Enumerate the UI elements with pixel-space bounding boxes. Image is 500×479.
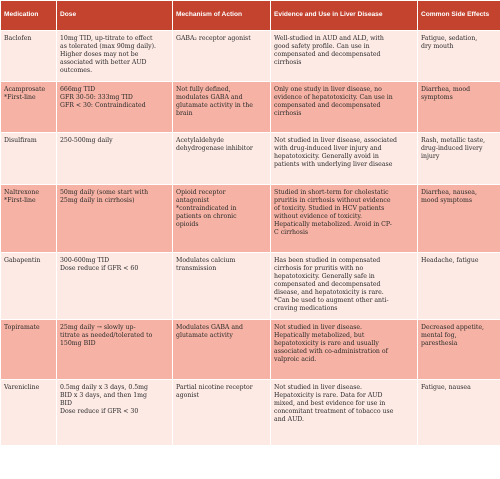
evidence-cell-line: C cirrhosis — [274, 229, 309, 237]
medication-cell-line: Disulfiram — [4, 137, 37, 144]
mechanism-cell-line: brain — [176, 110, 193, 118]
side-effects-cell-line: mental fog, — [421, 332, 457, 340]
dose-cell-line: 50mg daily (some start with — [60, 189, 149, 196]
dose-cell-line: Dose reduce if GFR < 60 — [60, 265, 139, 273]
evidence-cell-line: valproic acid. — [274, 356, 317, 364]
evidence-cell — [271, 253, 418, 320]
mechanism-cell-line: glutamate activity in the — [176, 102, 253, 110]
evidence-cell-line: associated with co-administration of — [274, 348, 388, 356]
side-effects-cell-line: Decreased appetite, — [421, 324, 485, 331]
medication-cell-line: Topiramate — [4, 324, 40, 331]
mechanism-cell — [173, 185, 271, 253]
dose-cell — [57, 31, 173, 82]
side-effects-cell — [418, 133, 500, 185]
mechanism-cell-line: antagonist — [176, 197, 210, 205]
evidence-cell-line: Studied in short-term for cholestatic — [274, 189, 389, 196]
evidence-cell-line: hepatotoxicity is rare and usually — [274, 340, 379, 348]
mechanism-cell — [173, 380, 271, 446]
evidence-cell-line: good safety profile. Can use in — [274, 43, 370, 51]
dose-cell — [57, 82, 173, 133]
header-dose: Dose — [57, 1, 173, 31]
side-effects-cell-line: paresthesia — [421, 340, 458, 348]
evidence-cell — [271, 133, 418, 185]
mechanism-cell — [173, 320, 271, 380]
evidence-cell-line: hepatotoxicity. Generally avoid in — [274, 153, 379, 161]
mechanism-cell — [173, 253, 271, 320]
side-effects-cell-line: Diarrhea, mood — [421, 86, 471, 93]
evidence-cell-line: cirrhosis for pruritis with no — [274, 265, 364, 273]
medication-cell-line: *First-line — [4, 94, 36, 102]
side-effects-cell — [418, 253, 500, 320]
evidence-cell-line: without evidence of toxicity. — [274, 213, 362, 221]
evidence-cell-line: compensated and decompensated — [274, 102, 381, 110]
side-effects-cell — [418, 185, 500, 253]
side-effects-cell-line: mood symptoms — [421, 197, 472, 205]
mechanism-cell-line: Not fully defined, — [176, 86, 231, 93]
evidence-cell — [271, 320, 418, 380]
table-row — [1, 253, 500, 320]
table-row — [1, 133, 500, 185]
table-row — [1, 31, 500, 82]
mechanism-cell — [173, 31, 271, 82]
evidence-cell-line: Hepatically metabolized. Avoid in CP- — [274, 221, 392, 229]
evidence-cell-line: *Can be used to augment other anti- — [274, 297, 389, 305]
evidence-cell-line: concomitant treatment of tobacco use — [274, 408, 394, 416]
evidence-cell-line: compensated and decompensated — [274, 51, 381, 59]
side-effects-cell-line: injury — [421, 153, 440, 161]
dose-cell-line: Higher doses may not be — [60, 51, 139, 59]
evidence-cell-line: and AUD. — [274, 416, 304, 424]
medication-cell — [1, 253, 57, 320]
side-effects-cell-line: Rash, metallic taste, — [421, 137, 486, 144]
mechanism-cell — [173, 82, 271, 133]
evidence-cell-line: mixed, and best evidence for use in — [274, 400, 386, 408]
mechanism-cell-line: Modulates calcium — [176, 257, 236, 264]
dose-cell-line: 300-600mg TID — [60, 257, 110, 264]
medication-cell-line: Naltrexone — [4, 189, 40, 196]
dose-cell-line: 150mg BID — [60, 340, 96, 348]
dose-cell-line: GFR < 30: Contraindicated — [60, 102, 146, 110]
header-medication: Medication — [1, 1, 57, 31]
dose-cell — [57, 253, 173, 320]
dose-cell-line: 666mg TID — [60, 86, 96, 93]
evidence-cell-line: evidence of hepatotoxicity. Can use in — [274, 94, 393, 102]
side-effects-cell-line: Diarrhea, nausea, — [421, 189, 477, 196]
mechanism-cell-line: opioids — [176, 221, 199, 229]
evidence-cell-line: pruritis in cirrhosis without evidence — [274, 197, 391, 205]
dose-cell — [57, 320, 173, 380]
header-side-effects: Common Side Effects — [418, 1, 500, 31]
evidence-cell-line: Hepatically metabolized, but — [274, 332, 365, 340]
dose-cell-line: BID x 3 days, and then 1mg — [60, 392, 147, 400]
table-row — [1, 185, 500, 253]
header-mechanism: Mechanism of Action — [173, 1, 271, 31]
dose-cell-line: 25mg daily in cirrhosis) — [60, 197, 135, 205]
evidence-cell-line: Not studied in liver disease. — [274, 324, 363, 331]
dose-cell — [57, 380, 173, 446]
evidence-cell-line: craving medications — [274, 305, 338, 313]
mechanism-cell-line: *contraindicated in — [176, 205, 237, 213]
table-body — [1, 31, 500, 446]
mechanism-cell-line: agonist — [176, 392, 200, 400]
table-row — [1, 82, 500, 133]
table-row — [1, 380, 500, 446]
evidence-cell-line: of toxicity. Studied in HCV patients — [274, 205, 385, 213]
medication-cell-line: Baclofen — [4, 35, 32, 42]
medication-cell — [1, 82, 57, 133]
mechanism-cell-line: dehydrogenase inhibitor — [176, 145, 253, 153]
evidence-cell-line: cirrhosis — [274, 59, 302, 67]
dose-cell-line: 25mg daily → slowly up- — [60, 324, 136, 331]
dose-cell-line: 10mg TID, up-titrate to effect — [60, 35, 153, 42]
side-effects-cell-line: Fatigue, nausea — [421, 384, 471, 391]
evidence-cell-line: Not studied in liver disease. — [274, 384, 363, 391]
header-row — [1, 1, 500, 31]
dose-cell-line: BID — [60, 400, 72, 408]
mechanism-cell-line: Acetylaldehyde — [176, 137, 224, 144]
mechanism-cell-line: patients on chronic — [176, 213, 237, 221]
evidence-cell-line: Has been studied in compensated — [274, 257, 381, 264]
mechanism-cell-line: Modulates GABA and — [176, 324, 243, 331]
side-effects-cell-line: drug-induced livery — [421, 145, 483, 153]
evidence-cell — [271, 380, 418, 446]
mechanism-cell — [173, 133, 271, 185]
header-evidence: Evidence and Use in Liver Disease — [271, 1, 418, 31]
dose-cell — [57, 133, 173, 185]
evidence-cell-line: Not studied in liver disease, associated — [274, 137, 397, 144]
evidence-cell — [271, 82, 418, 133]
dose-cell-line: titrate as needed/tolerated to — [60, 332, 153, 340]
dose-cell-line: 0.5mg daily x 3 days, 0.5mg — [60, 384, 148, 391]
mechanism-cell-line: Opioid receptor — [176, 189, 226, 196]
dose-cell-line: outcomes. — [60, 67, 93, 75]
mechanism-cell-line: transmission — [176, 265, 217, 273]
evidence-cell-line: Hepatoxicity is rare. Data for AUD — [274, 392, 383, 400]
evidence-cell-line: patients with underlying liver disease — [274, 161, 393, 169]
medication-cell-line: Acamprosate — [4, 86, 46, 93]
side-effects-cell-line: symptoms — [421, 94, 453, 102]
dose-cell-line: GFR 30-50: 333mg TID — [60, 94, 133, 102]
side-effects-cell — [418, 380, 500, 446]
dose-cell-line: Dose reduce if GFR < 30 — [60, 408, 139, 416]
medication-cell-line: Gabapentin — [4, 257, 41, 264]
side-effects-cell-line: Fatigue, sedation, — [421, 35, 478, 42]
mechanism-cell-line: Partial nicotine receptor — [176, 384, 253, 391]
medication-cell — [1, 320, 57, 380]
dose-cell-line: associated with better AUD — [60, 59, 147, 67]
medication-cell — [1, 31, 57, 82]
evidence-cell — [271, 185, 418, 253]
medication-cell — [1, 380, 57, 446]
evidence-cell-line: compensated and decompensated — [274, 281, 381, 289]
evidence-cell-line: with drug-induced liver injury and — [274, 145, 382, 153]
medication-cell — [1, 133, 57, 185]
side-effects-cell — [418, 82, 500, 133]
mechanism-cell-line: glutamate activity — [176, 332, 233, 340]
medication-cell-line: Varenicline — [4, 384, 40, 391]
dose-cell-line: 250-500mg daily — [60, 137, 113, 144]
dose-cell — [57, 185, 173, 253]
side-effects-cell — [418, 320, 500, 380]
table-row — [1, 320, 500, 380]
side-effects-cell-line: Headache, fatigue — [421, 257, 479, 264]
evidence-cell-line: Well-studied in AUD and ALD, with — [274, 35, 384, 42]
evidence-cell-line: hepatotoxicity. Generally safe in — [274, 273, 375, 281]
evidence-cell-line: Only one study in liver disease, no — [274, 86, 382, 93]
evidence-cell — [271, 31, 418, 82]
mechanism-cell-line: modulates GABA and — [176, 94, 243, 102]
medication-cell — [1, 185, 57, 253]
mechanism-cell-line: GABA₂ receptor agonist — [176, 35, 251, 42]
side-effects-cell-line: dry mouth — [421, 43, 454, 51]
side-effects-cell — [418, 31, 500, 82]
medication-cell-line: *First-line — [4, 197, 36, 205]
dose-cell-line: as tolerated (max 90mg daily). — [60, 43, 156, 51]
evidence-cell-line: disease, and hepatotoxicity is rare. — [274, 289, 384, 297]
evidence-cell-line: cirrhosis — [274, 110, 302, 118]
